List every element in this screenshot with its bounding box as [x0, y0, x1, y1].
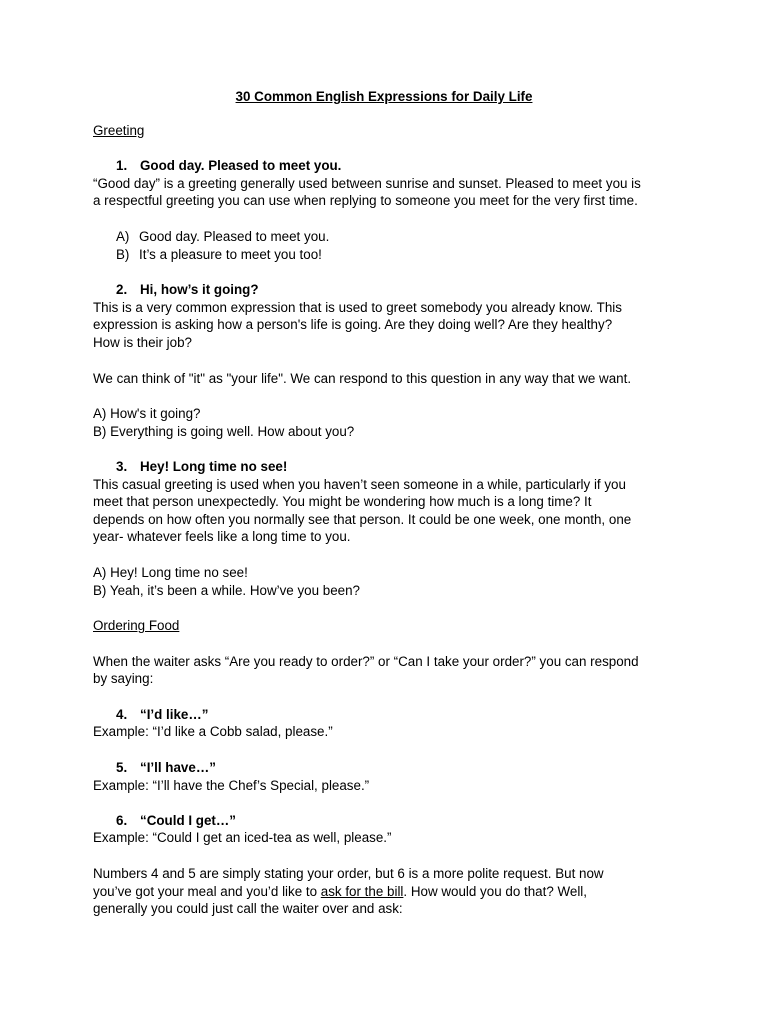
expression-title: “Could I get…”	[140, 813, 236, 828]
paragraph-line: This casual greeting is used when you haven’t seen someone in a while, particularly if you	[93, 477, 626, 492]
expression-title: “I’d like…”	[140, 707, 209, 722]
example-line: Example: “Could I get an iced-tea as well, please.”	[93, 830, 392, 845]
paragraph-line: a respectful greeting you can use when replying to someone you meet for the very first time.	[93, 193, 638, 208]
expression-number: 5.	[116, 760, 128, 775]
section-heading-ordering-food: Ordering Food	[93, 618, 180, 633]
expression-title: “I’ll have…”	[140, 760, 216, 775]
expression-number: 4.	[116, 707, 128, 722]
paragraph-text: you’ve got your meal and you’d like to	[93, 884, 321, 899]
expression-heading-6	[116, 812, 236, 830]
paragraph-line: Numbers 4 and 5 are simply stating your order, but 6 is a more polite request. But now	[93, 866, 604, 881]
paragraph-text: . How would you do that? Well,	[403, 884, 588, 899]
dialog-line: A) How's it going?	[93, 406, 201, 421]
expression-number: 3.	[116, 459, 128, 474]
expression-number: 1.	[116, 158, 128, 173]
example-line: Example: “I’ll have the Chef’s Special, please.”	[93, 778, 370, 793]
dialog-option-b	[116, 246, 322, 264]
example-line: Example: “I’d like a Cobb salad, please.”	[93, 724, 333, 739]
expression-title: Hey! Long time no see!	[140, 459, 288, 474]
dialog-line: A) Hey! Long time no see!	[93, 565, 248, 580]
paragraph-line: generally you could just call the waiter over and ask:	[93, 901, 403, 916]
option-text: Good day. Pleased to meet you.	[139, 229, 330, 244]
expression-title: Hi, how’s it going?	[140, 282, 259, 297]
paragraph-line: meet that person unexpectedly. You might be wondering how much is a long time? It	[93, 494, 592, 509]
option-label: A)	[116, 229, 130, 244]
paragraph-line: by saying:	[93, 671, 154, 686]
document-title: 30 Common English Expressions for Daily Life	[235, 89, 533, 104]
expression-heading-1	[116, 157, 341, 175]
expression-title: Good day. Pleased to meet you.	[140, 158, 342, 173]
paragraph-line: How is their job?	[93, 335, 192, 350]
dialog-line: B) Yeah, it’s been a while. How’ve you been?	[93, 583, 361, 598]
paragraph-line-with-link	[93, 883, 587, 901]
expression-number: 6.	[116, 813, 128, 828]
expression-heading-4	[116, 706, 208, 724]
expression-number: 2.	[116, 282, 128, 297]
paragraph-line: We can think of "it" as "your life". We can respond to this question in any way that we want.	[93, 371, 632, 386]
paragraph-line: expression is asking how a person's life is going. Are they doing well? Are they healthy?	[93, 317, 613, 332]
dialog-option-a	[116, 228, 329, 246]
option-label: B)	[116, 247, 130, 262]
paragraph-line: depends on how often you normally see that person. It could be one week, one month, one	[93, 512, 632, 527]
expression-heading-2	[116, 281, 259, 299]
expression-heading-3	[116, 458, 287, 476]
section-heading-greeting: Greeting	[93, 123, 145, 138]
paragraph-line: “Good day” is a greeting generally used between sunrise and sunset. Pleased to meet you is	[93, 176, 641, 191]
expression-heading-5	[116, 759, 216, 777]
dialog-line: B) Everything is going well. How about you?	[93, 424, 355, 439]
paragraph-line: year- whatever feels like a long time to you.	[93, 529, 351, 544]
ask-for-the-bill-link[interactable]: ask for the bill	[320, 884, 404, 899]
paragraph-line: This is a very common expression that is used to greet somebody you already know. This	[93, 300, 622, 315]
option-text: It’s a pleasure to meet you too!	[139, 247, 322, 262]
paragraph-line: When the waiter asks “Are you ready to order?” or “Can I take your order?” you can respond	[93, 654, 639, 669]
